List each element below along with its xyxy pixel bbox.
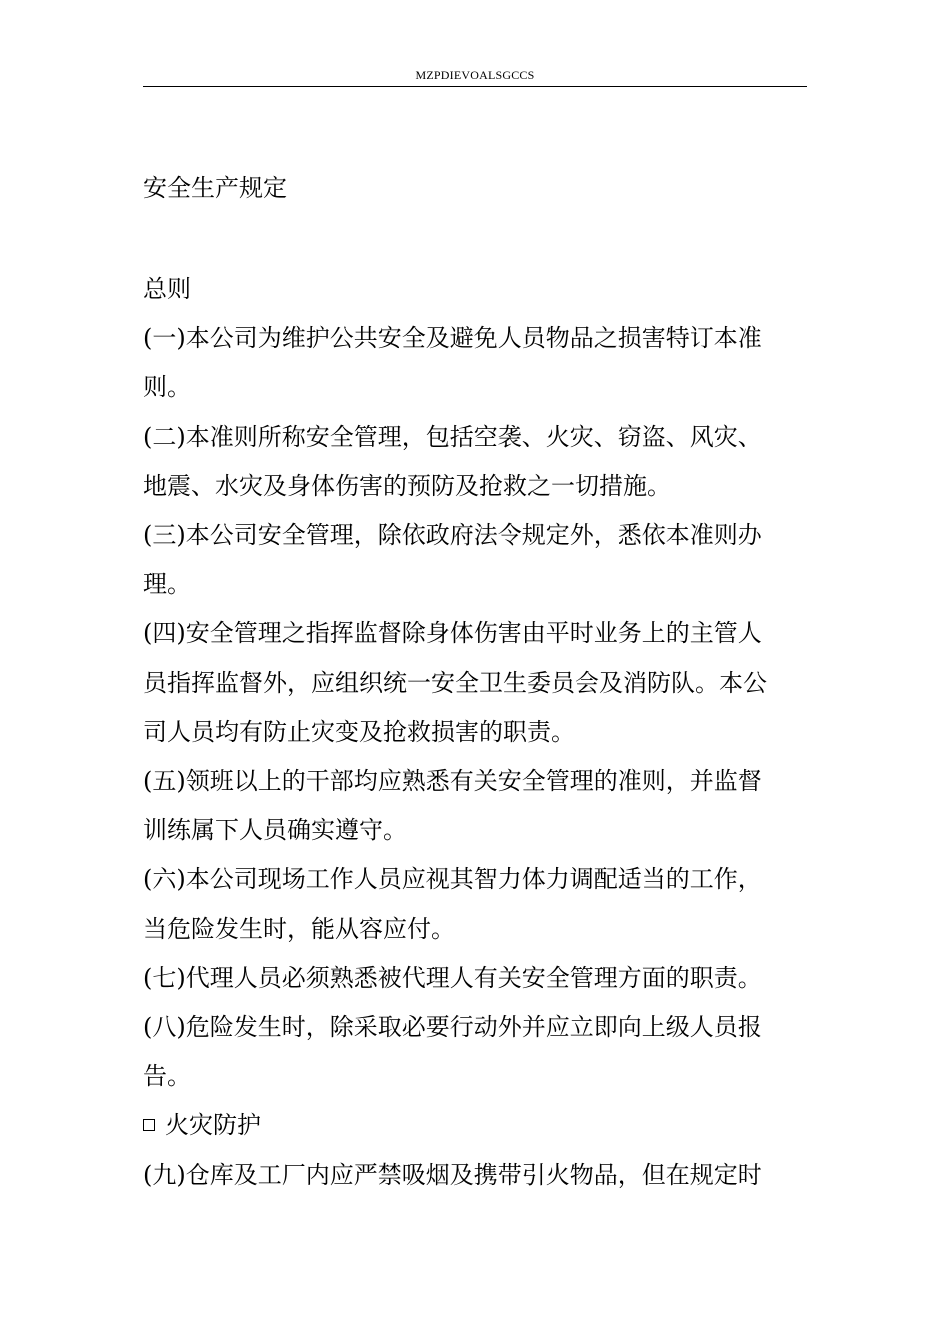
paragraph-line: 员指挥监督外，应组织统一安全卫生委员会及消防队。本公 — [143, 668, 767, 697]
paragraph-line: (五)领班以上的干部均应熟悉有关安全管理的准则，并监督 — [143, 767, 762, 796]
square-bullet-icon — [143, 1119, 155, 1131]
paragraph-line: (八)危险发生时，除采取必要行动外并应立即向上级人员报 — [143, 1013, 762, 1042]
paragraph-line: (三)本公司安全管理，除依政府法令规定外，悉依本准则办 — [143, 521, 762, 550]
document-body — [143, 164, 809, 1200]
page-header — [143, 66, 807, 87]
paragraph-line: (六)本公司现场工作人员应视其智力体力调配适当的工作， — [143, 865, 762, 894]
paragraph-line: 司人员均有防止灾变及抢救损害的职责。 — [143, 717, 575, 746]
paragraph-line: 当危险发生时，能从容应付。 — [143, 914, 455, 943]
spacer — [143, 212, 809, 265]
paragraph-line: 训练属下人员确实遵守。 — [143, 816, 407, 845]
paragraph-line: (二)本准则所称安全管理，包括空袭、火灾、窃盗、风灾、 — [143, 422, 762, 451]
document-title: 安全生产规定 — [143, 174, 287, 202]
paragraph-line: (四)安全管理之指挥监督除身体伤害由平时业务上的主管人 — [143, 619, 762, 648]
section-heading-general: 总则 — [143, 275, 191, 303]
paragraph-line: (一)本公司为维护公共安全及避免人员物品之损害特订本准 — [143, 324, 762, 353]
paragraph-line: 理。 — [143, 570, 191, 599]
section-heading-label: 火灾防护 — [165, 1111, 261, 1140]
header-text: MZPDIEVOALSGCCS — [415, 68, 535, 82]
paragraph-line: (七)代理人员必须熟悉被代理人有关安全管理方面的职责。 — [143, 963, 762, 992]
section-heading-fire — [143, 1101, 809, 1150]
paragraph-line: 地震、水灾及身体伤害的预防及抢救之一切措施。 — [143, 471, 671, 500]
paragraph-line: (九)仓库及工厂内应严禁吸烟及携带引火物品，但在规定时 — [143, 1160, 762, 1189]
paragraph-line: 则。 — [143, 373, 191, 402]
paragraph-line: 告。 — [143, 1062, 191, 1091]
